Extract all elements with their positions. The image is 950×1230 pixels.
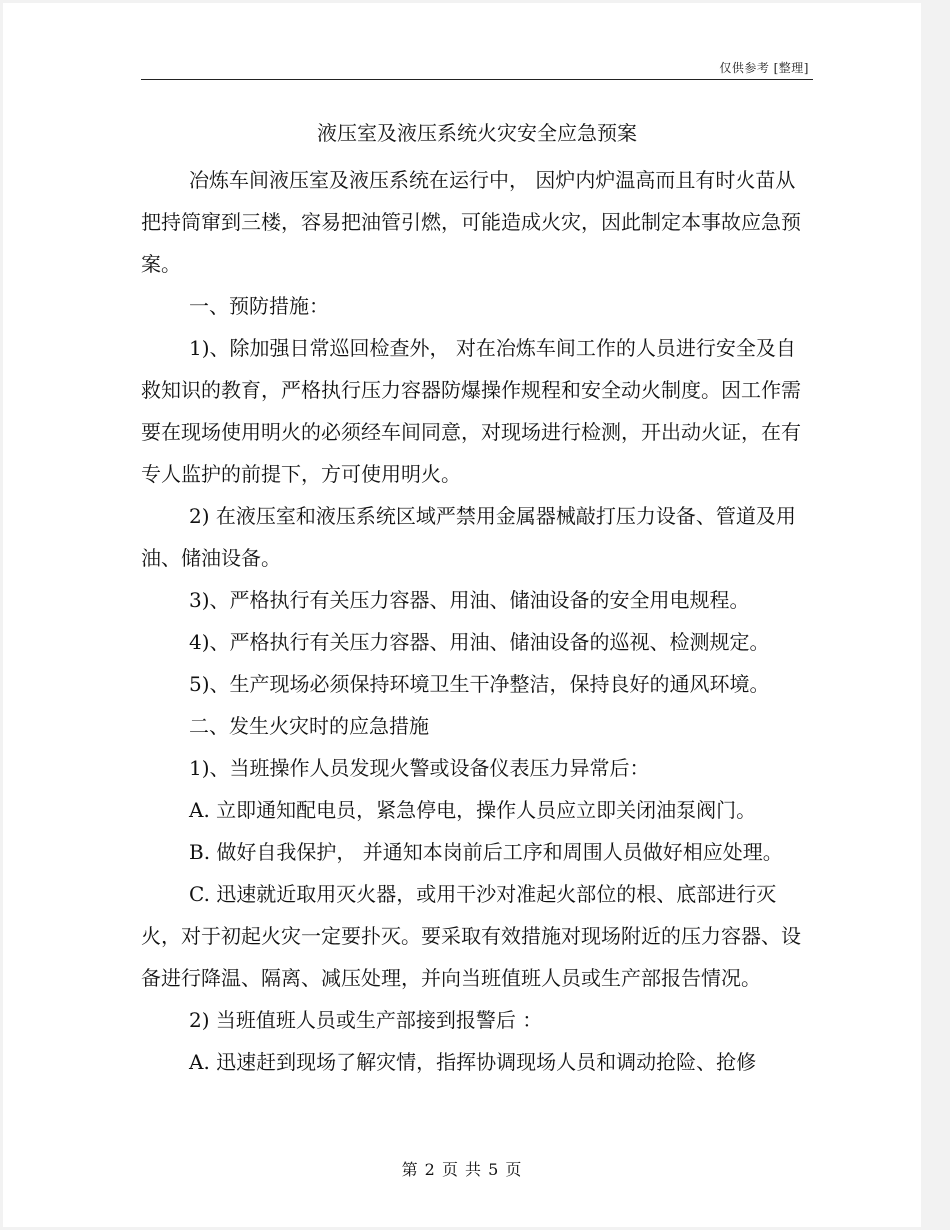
paragraph-prevention-5: 5)、生产现场必须保持环境卫生干净整洁，保持良好的通风环境。 bbox=[189, 672, 770, 696]
paragraph-prevention-2: 2) 在液压室和液压系统区域严禁用金属器械敲打压力设备、管道及用油、储油设备。 bbox=[141, 504, 796, 570]
paragraph-emergency-1c: C. 迅速就近取用灭火器，或用干沙对准起火部位的根、底部进行灭火，对于初起火灾一定要扑灭。要采取有效措施对现场附近的压力容器、设备进行降温、隔离、减压处理，并向当班值班人员或生产部报告情况。 bbox=[141, 882, 801, 990]
page-number: 第 2 页 共 5 页 bbox=[401, 1160, 523, 1179]
paragraph-prevention-4: 4)、严格执行有关压力容器、用油、储油设备的巡视、检测规定。 bbox=[189, 630, 770, 654]
document-body bbox=[141, 159, 801, 1083]
paragraph-emergency-1a: A. 立即通知配电员，紧急停电，操作人员应立即关闭油泵阀门。 bbox=[189, 798, 757, 822]
paragraph-emergency-1b: B. 做好自我保护， 并通知本岗前后工序和周围人员做好相应处理。 bbox=[189, 840, 783, 864]
paragraph-emergency-2: 2) 当班值班人员或生产部接到报警后 ： bbox=[189, 1008, 543, 1032]
header-note: 仅供参考 [整理] bbox=[719, 61, 809, 75]
section-heading-prevention: 一、预防措施： bbox=[189, 294, 329, 318]
section-heading-emergency: 二、发生火灾时的应急措施 bbox=[189, 714, 429, 738]
document-page bbox=[3, 3, 921, 1227]
document-title: 液压室及液压系统火灾安全应急预案 bbox=[317, 121, 637, 145]
paragraph-intro: 冶炼车间液压室及液压系统在运行中， 因炉内炉温高而且有时火苗从把持筒窜到三楼，容易把油管引燃，可能造成火灾，因此制定本事故应急预案。 bbox=[141, 168, 801, 276]
paragraph-emergency-1: 1)、当班操作人员发现火警或设备仪表压力异常后： bbox=[189, 756, 650, 780]
paragraph-emergency-2a: A. 迅速赶到现场了解灾情，指挥协调现场人员和调动抢险、抢修 bbox=[189, 1050, 757, 1074]
paragraph-prevention-3: 3)、严格执行有关压力容器、用油、储油设备的安全用电规程。 bbox=[189, 588, 750, 612]
paragraph-prevention-1: 1)、除加强日常巡回检查外， 对在冶炼车间工作的人员进行安全及自救知识的教育，严格执行压力容器防爆操作规程和安全动火制度。因工作需要在现场使用明火的必须经车间同意，对现场进行检测，开出动火证，在有专人监护的前提下，方可使用明火。 bbox=[141, 336, 801, 486]
header-divider bbox=[141, 79, 813, 80]
